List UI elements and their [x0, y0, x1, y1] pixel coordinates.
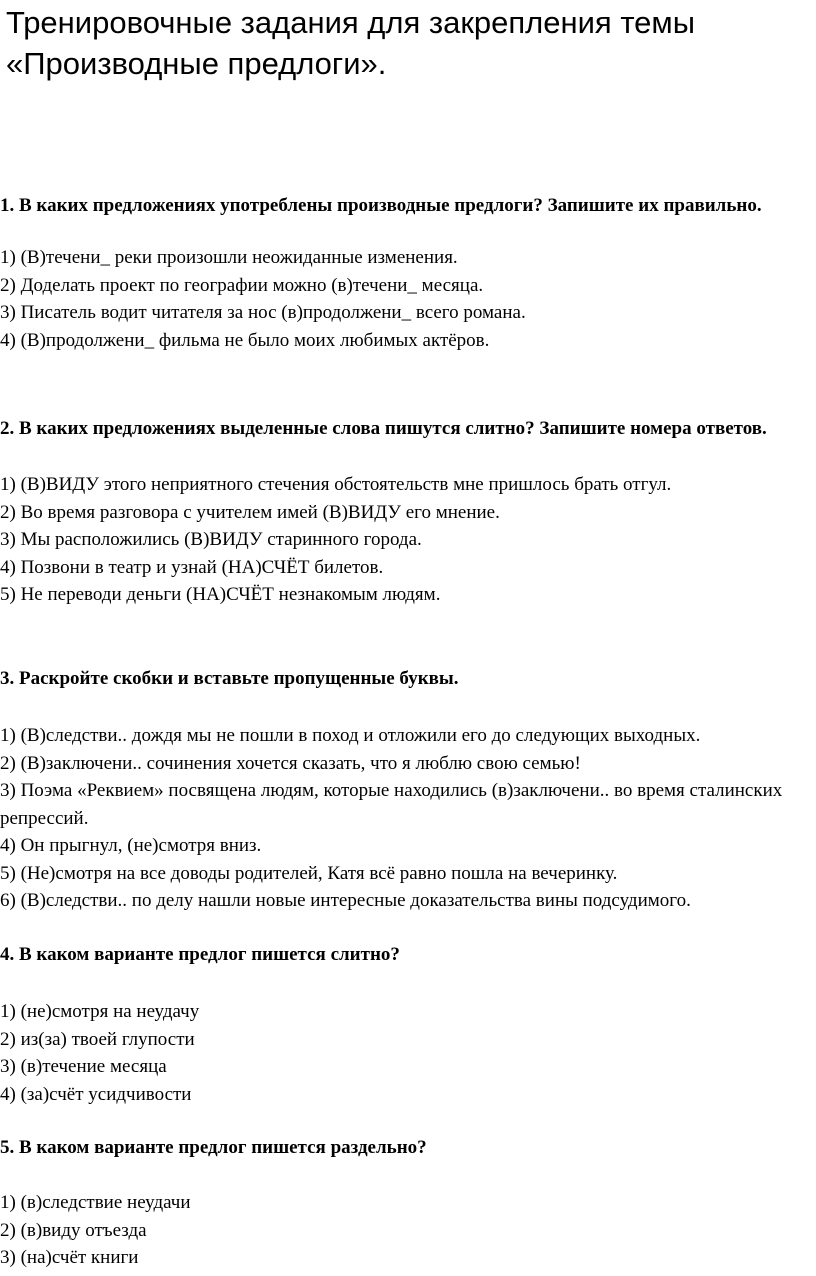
task-item: 1) (в)следствие неудачи	[0, 1192, 191, 1213]
task-4	[0, 942, 800, 1108]
task-item: 1) (В)течени_ реки произошли неожиданные изменения.	[0, 247, 458, 268]
task-item: 3) (в)течение месяца	[0, 1056, 167, 1077]
task-item: 4) (В)продолжени_ фильма не было моих любимых актёров.	[0, 329, 490, 351]
task-item: 2) Во время разговора с учителем имей (В)ВИДУ его мнение.	[0, 501, 500, 523]
task-item: 5) Не переводи деньги (НА)СЧЁТ незнакомым людям.	[0, 584, 441, 605]
task-items	[0, 244, 800, 354]
task-5	[0, 1135, 800, 1272]
task-item: 1) (не)смотря на неудачу	[0, 1001, 200, 1022]
task-item: 1) (В)следстви.. дождя мы не пошли в поход и отложили его до следующих выходных.	[0, 725, 701, 746]
task-item: 4) Позвони в театр и узнай (НА)СЧЁТ билетов.	[0, 556, 384, 578]
task-item: 3) Мы расположились (В)ВИДУ старинного города.	[0, 529, 422, 550]
task-3	[0, 666, 800, 915]
task-items	[0, 471, 800, 609]
task-item: 2) (В)заключени.. сочинения хочется сказать, что я люблю свою семью!	[0, 752, 581, 774]
task-item: 1) (В)ВИДУ этого неприятного стечения обстоятельств мне пришлось брать отгул.	[0, 474, 672, 495]
task-item: 4) (за)счёт усидчивости	[0, 1083, 192, 1105]
task-item: 2) (в)виду отъезда	[0, 1219, 147, 1241]
task-item: 3) Поэма «Реквием» посвящена людям, которые находились (в)заключени.. во время сталинских репрессий.	[0, 780, 783, 829]
task-items	[0, 722, 800, 915]
task-2	[0, 416, 800, 609]
page-title-line-2: «Производные предлоги».	[6, 46, 387, 81]
task-item: 6) (В)следстви.. по делу нашли новые интересные доказательства вины подсудимого.	[0, 890, 691, 911]
task-item: 3) (на)счёт книги	[0, 1247, 139, 1268]
task-heading: 1. В каких предложениях употреблены производные предлоги? Запишите их правильно.	[0, 195, 762, 216]
page-title-line-1: Тренировочные задания для закрепления темы	[6, 5, 696, 40]
task-heading: 4. В каком варианте предлог пишется слитно?	[0, 944, 400, 965]
page-title	[6, 2, 806, 84]
task-item: 3) Писатель водит читателя за нос (в)продолжени_ всего романа.	[0, 302, 526, 323]
task-items	[0, 1189, 800, 1272]
task-item: 2) Доделать проект по географии можно (в)течени_ месяца.	[0, 274, 484, 296]
task-item: 4) Он прыгнул, (не)смотря вниз.	[0, 835, 262, 856]
task-item: 5) (Не)смотря на все доводы родителей, Катя всё равно пошла на вечеринку.	[0, 862, 618, 884]
task-item: 2) из(за) твоей глупости	[0, 1028, 195, 1050]
task-heading: 3. Раскройте скобки и вставьте пропущенные буквы.	[0, 668, 459, 689]
task-heading: 5. В каком варианте предлог пишется раздельно?	[0, 1137, 427, 1158]
task-1	[0, 193, 800, 354]
task-items	[0, 998, 800, 1108]
task-heading: 2. В каких предложениях выделенные слова пишутся слитно? Запишите номера ответов.	[0, 418, 767, 439]
